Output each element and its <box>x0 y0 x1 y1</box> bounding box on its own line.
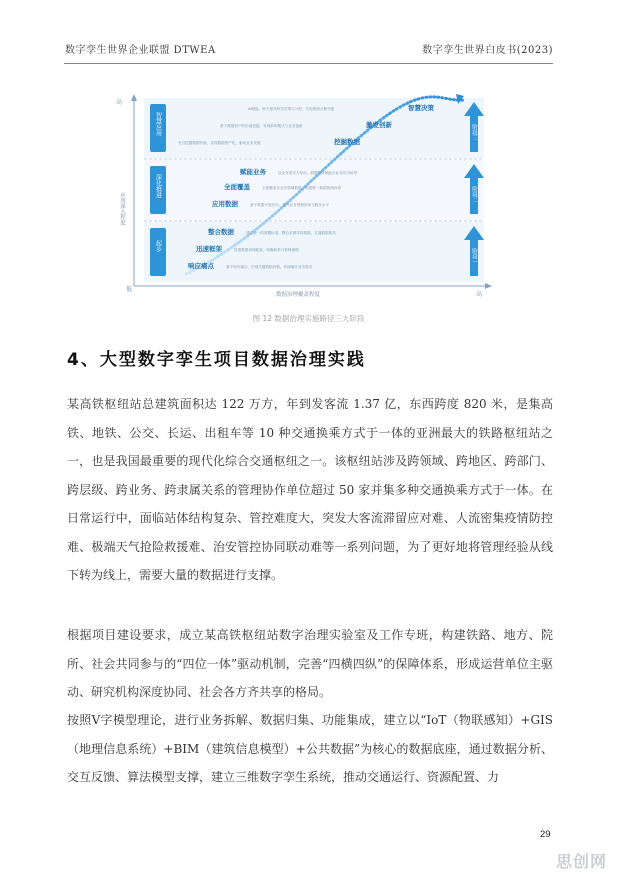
step-desc: 建立统一的数据标准，整合多源异构数据，打通数据孤岛 <box>246 231 336 235</box>
step-title: 迅速框架 <box>196 245 222 253</box>
step-desc: 基于数据资产的价值挖掘，发现新的模式与业务创新 <box>220 124 303 128</box>
step-desc: AI赋能，助力领导科学决策与分析，实现资源合理分配 <box>248 107 335 111</box>
step-desc: 以业务需求为导向，数据服务赋能各业务应用场景 <box>278 171 358 175</box>
paragraph-organization: 根据项目建设要求，成立某高铁枢纽站数字治理实验室及工作专班，构建铁路、地方、院所、社会共同参与的“四位一体”驱动机制，完善“四横四纵”的保障体系，形成运营单位主驱动、研究机构深度协同、社会各方齐共享的格局。 <box>67 628 553 699</box>
step-desc: 全面覆盖各业务领域数据，构建统一数据资源体系 <box>262 186 342 190</box>
phase-label-start: 起步 <box>154 240 162 252</box>
figure-caption: 图 12 数据治理实施路径三大阶段 <box>252 314 365 323</box>
x-axis-label: 数据治理覆盖程度 <box>275 292 321 298</box>
step-desc: 充分挖掘数据价值，实现数据资产化，驱动业务发展 <box>178 141 261 145</box>
step-title: 智慧决策 <box>408 104 434 112</box>
y-axis-label: 应用深入程度 <box>119 192 125 225</box>
step-desc: 基于数据开展应用，提升业务管理效率与服务水平 <box>250 203 330 207</box>
step-title: 整合数据 <box>208 228 234 236</box>
header-left-title: 数字孪生世界企业联盟 DTWEA <box>65 45 216 56</box>
axis-y-high: 高 <box>116 99 123 106</box>
step-title: 赋能业务 <box>240 168 266 176</box>
phase-box-start <box>150 228 166 276</box>
band-stage-two <box>144 160 484 220</box>
header-right-title: 数字孪生世界白皮书(2023) <box>422 45 553 56</box>
step-title: 挖掘数据 <box>334 138 360 146</box>
step-title: 激发创新 <box>366 121 392 129</box>
watermark: 思创网 <box>556 852 608 871</box>
governance-stages-figure <box>108 90 508 302</box>
axis-x-high: 高 <box>476 291 483 298</box>
header-divider <box>64 63 553 64</box>
axis-origin-low: 低 <box>126 286 133 293</box>
step-desc: 基于现有痛点，识别关键数据问题，快速响应业务需求 <box>226 265 313 269</box>
step-desc: 搭建数据治理框架，明确职责与管理流程 <box>234 248 299 252</box>
step-title: 应用数据 <box>212 200 238 208</box>
section-heading: 4、大型数字孪生项目数据治理实践 <box>67 350 366 370</box>
paragraph-overview: 某高铁枢纽站总建筑面积达 122 万方，年到发客流 1.37 亿，东西跨度 820 米，是集高铁、地铁、公交、长运、出租车等 10 种交通换乘方式于一体的亚洲最大的铁路枢纽站之一，也是我国最重要的现代化综合交通枢纽之一。该枢纽站涉及跨领域、跨地区、跨部门、跨层级、跨业务、跨隶属关系的管理协作单位超过 50 家并集多种交通换乘方式于一体。在日常运行中，面临站体结构复杂、管控难度大，突发大客流滞留应对难、人流密集疫情防控难、极端天气抢险救援难、治安管控协同联动难等一系列问题，为了更好地将管理经验从线下转为线上，需要大量的数据进行支撑。 <box>67 397 553 582</box>
stages-diagram <box>108 90 508 302</box>
page-header <box>0 0 617 70</box>
page-number: 29 <box>540 829 551 840</box>
step-title: 响应痛点 <box>188 262 214 270</box>
y-axis-arrow-icon <box>131 94 137 101</box>
paragraph-v-model: 按照V字模型理论，进行业务拆解、数据归集、功能集成，建立以“IoT（物联感知）+GIS（地理信息系统）+BIM（建筑信息模型）+公共数据”为核心的数据底座，通过数据分析、交互反馈、算法模型支撑，建立三维数字孪生系统，推动交通运行、资源配置、力 <box>67 713 553 784</box>
phase-label-deepen: 深化推进 <box>154 174 162 198</box>
phase-label-smart: 智慧应用 <box>154 112 162 136</box>
stage-one-label: 阶段一 <box>471 248 477 265</box>
stage-three-label: 阶段三 <box>471 124 477 141</box>
x-axis-arrow-icon <box>485 283 492 289</box>
stage-two-label: 阶段二 <box>471 186 477 203</box>
step-title: 全面覆盖 <box>224 183 250 191</box>
